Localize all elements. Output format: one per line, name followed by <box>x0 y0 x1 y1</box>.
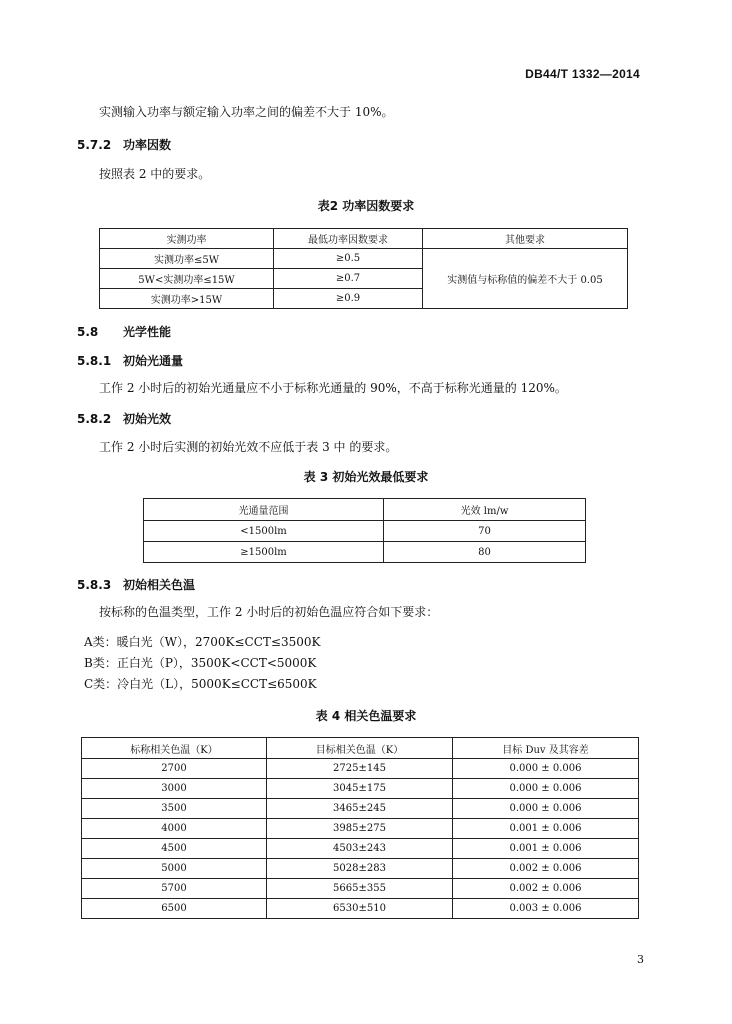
section-5-8-2 <box>77 410 171 427</box>
table2-power-factor <box>99 228 628 309</box>
table-row <box>82 899 639 919</box>
table-header-cell: 光效 lm/w <box>384 499 586 521</box>
table-row <box>144 542 586 563</box>
table-header-cell: 实测功率 <box>100 229 274 249</box>
table-cell: 0.001 ± 0.006 <box>453 839 639 859</box>
page-number: 3 <box>637 953 644 966</box>
table-header-cell: 标称相关色温（K） <box>82 738 267 759</box>
cct-class-c: C类：冷白光（L），5000K≤CCT≤6500K <box>84 677 317 691</box>
table-row <box>82 859 639 879</box>
table-cell: 80 <box>384 542 586 563</box>
table-cell: ≥0.9 <box>274 289 423 309</box>
table3-efficacy <box>143 498 586 563</box>
table-cell: 4503±243 <box>267 839 453 859</box>
section-number: 5.7.2 <box>77 138 112 152</box>
section-title: 光学性能 <box>123 325 172 339</box>
table-cell: ≥0.7 <box>274 269 423 289</box>
section-number: 5.8.1 <box>77 354 112 368</box>
section-title: 初始光通量 <box>123 354 184 368</box>
para-initial-cct: 按标称的色温类型，工作 2 小时后的初始色温应符合如下要求： <box>99 605 439 619</box>
section-5-8 <box>77 323 171 340</box>
table-cell: 0.002 ± 0.006 <box>453 879 639 899</box>
cct-class-a: A类：暖白光（W），2700K≤CCT≤3500K <box>84 635 321 649</box>
table-cell: 5665±355 <box>267 879 453 899</box>
table-cell: 70 <box>384 521 586 542</box>
table-cell: 3465±245 <box>267 799 453 819</box>
section-title: 功率因数 <box>123 138 172 152</box>
table-cell: 3000 <box>82 779 267 799</box>
cct-class-b: B类：正白光（P），3500K<CCT<5000K <box>84 656 317 670</box>
table-cell: 实测功率≤5W <box>100 249 274 269</box>
table-cell: <1500lm <box>144 521 384 542</box>
table-row <box>144 521 586 542</box>
table-row <box>100 249 628 269</box>
table-row <box>82 879 639 899</box>
table-header-cell: 其他要求 <box>423 229 628 249</box>
section-number: 5.8.2 <box>77 412 112 426</box>
table-row <box>82 819 639 839</box>
table4-title: 表 4 相关色温要求 <box>315 709 417 723</box>
section-title: 初始相关色温 <box>123 578 196 592</box>
section-number: 5.8.3 <box>77 578 112 592</box>
section-5-8-3 <box>77 576 195 593</box>
table-cell: ≥0.5 <box>274 249 423 269</box>
para-power-deviation: 实测输入功率与额定输入功率之间的偏差不大于 10%。 <box>99 105 394 119</box>
table-header-cell: 光通量范围 <box>144 499 384 521</box>
section-number: 5.8 <box>77 325 99 339</box>
table-row <box>82 759 639 779</box>
section-5-7-2 <box>77 136 171 153</box>
para-initial-efficacy: 工作 2 小时后实测的初始光效不应低于表 3 中 的要求。 <box>99 440 398 454</box>
section-5-8-1 <box>77 352 183 369</box>
para-initial-flux: 工作 2 小时后的初始光通量应不小于标称光通量的 90%，不高于标称光通量的 120%。 <box>99 381 567 395</box>
table-cell: 6530±510 <box>267 899 453 919</box>
table3-title: 表 3 初始光效最低要求 <box>303 470 429 484</box>
table-cell: 0.000 ± 0.006 <box>453 779 639 799</box>
table-row <box>82 799 639 819</box>
table-cell: 5700 <box>82 879 267 899</box>
table-header-cell: 最低功率因数要求 <box>274 229 423 249</box>
table-cell: 0.002 ± 0.006 <box>453 859 639 879</box>
table-cell: 5028±283 <box>267 859 453 879</box>
table-cell: 2725±145 <box>267 759 453 779</box>
table-header-row <box>144 499 586 521</box>
table-cell: 实测功率>15W <box>100 289 274 309</box>
table-row <box>82 779 639 799</box>
standard-code: DB44/T 1332—2014 <box>525 67 640 81</box>
section-title: 初始光效 <box>123 412 172 426</box>
table-cell: 0.003 ± 0.006 <box>453 899 639 919</box>
table-cell: 3045±175 <box>267 779 453 799</box>
table-cell: 2700 <box>82 759 267 779</box>
table-header-cell: 目标相关色温（K） <box>267 738 453 759</box>
table-cell: 0.000 ± 0.006 <box>453 759 639 779</box>
table-header-row <box>100 229 628 249</box>
table4-cct <box>81 737 639 919</box>
table-header-row <box>82 738 639 759</box>
table2-title: 表2 功率因数要求 <box>317 199 415 213</box>
table-cell: 5W<实测功率≤15W <box>100 269 274 289</box>
table-cell: 5000 <box>82 859 267 879</box>
table-cell: 3985±275 <box>267 819 453 839</box>
table-cell: 3500 <box>82 799 267 819</box>
table-cell: 4500 <box>82 839 267 859</box>
table-cell-merged: 实测值与标称值的偏差不大于 0.05 <box>423 249 628 309</box>
table-cell: 4000 <box>82 819 267 839</box>
table-cell: ≥1500lm <box>144 542 384 563</box>
table-cell: 0.000 ± 0.006 <box>453 799 639 819</box>
table-header-cell: 目标 Duv 及其容差 <box>453 738 639 759</box>
table-cell: 0.001 ± 0.006 <box>453 819 639 839</box>
table-cell: 6500 <box>82 899 267 919</box>
table-row <box>82 839 639 859</box>
para-power-factor: 按照表 2 中的要求。 <box>99 167 211 181</box>
